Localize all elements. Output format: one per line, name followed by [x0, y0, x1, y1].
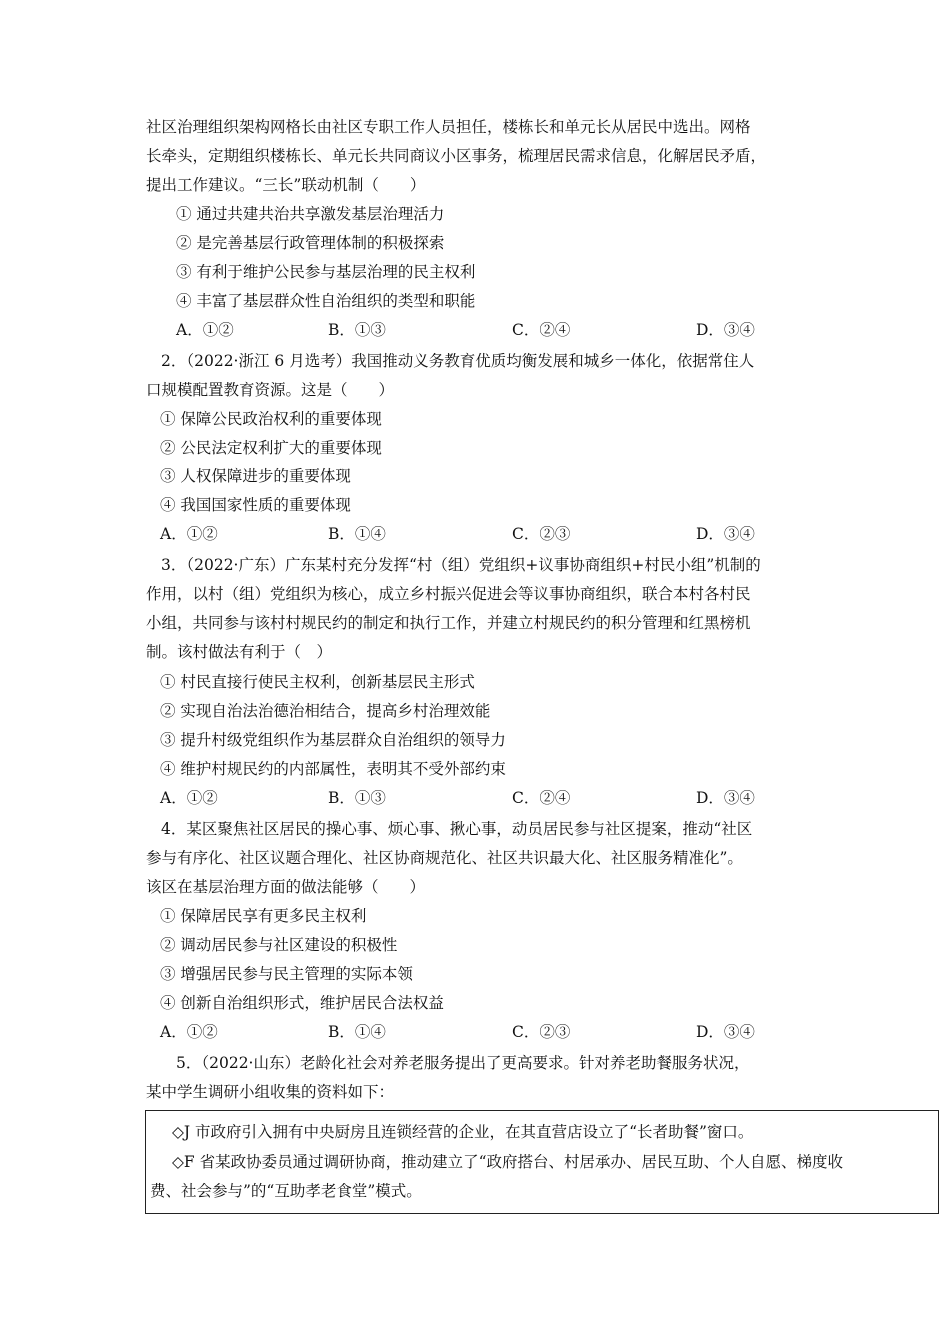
q4-answer-c: C．②③: [512, 1023, 571, 1041]
q3-option: ② 实现自治法治德治相结合，提高乡村治理效能: [160, 702, 491, 720]
q1-option: ① 通过共建共治共享激发基层治理活力: [176, 205, 445, 223]
q1-answer-d: D．③④: [696, 321, 755, 339]
q2-answer-b: B．①④: [328, 525, 386, 543]
q2-stem-line: 2．（2022·浙江 6 月选考）我国推动义务教育优质均衡发展和城乡一体化，依据常住人: [161, 352, 755, 370]
q2-stem-line: 口规模配置教育资源。这是（ ）: [146, 381, 395, 399]
q3-answer-c: C．②④: [512, 789, 571, 807]
q5-material-line: ◇F 省某政协委员通过调研协商，推动建立了“政府搭台、村居承办、居民互助、个人自愿、梯度收: [172, 1153, 844, 1171]
q4-stem-line: 参与有序化、社区议题合理化、社区协商规范化、社区共识最大化、社区服务精准化”。: [146, 849, 743, 867]
q1-option: ③ 有利于维护公民参与基层治理的民主权利: [176, 263, 476, 281]
q3-stem-line: 小组，共同参与该村村规民约的制定和执行工作，并建立村规民约的积分管理和红黑榜机: [146, 614, 751, 632]
q3-answer-b: B．①③: [328, 789, 386, 807]
q3-option: ① 村民直接行使民主权利，创新基层民主形式: [160, 673, 475, 691]
q2-option: ① 保障公民政治权利的重要体现: [160, 410, 382, 428]
q4-option: ② 调动居民参与社区建设的积极性: [160, 936, 398, 954]
q2-answer-d: D．③④: [696, 525, 755, 543]
q5-material-line: 费、社会参与”的“互助孝老食堂”模式。: [150, 1182, 422, 1200]
q3-stem-line: 3．（2022·广东）广东某村充分发挥“村（组）党组织+议事协商组织+村民小组”机制的: [161, 556, 761, 574]
q2-option: ③ 人权保障进步的重要体现: [160, 467, 351, 485]
q4-option: ④ 创新自治组织形式，维护居民合法权益: [160, 994, 444, 1012]
q5-material-line: ◇J 市政府引入拥有中央厨房且连锁经营的企业，在其直营店设立了“长者助餐”窗口。: [172, 1123, 754, 1141]
q1-answer-a: A．①②: [176, 321, 234, 339]
q3-answer-d: D．③④: [696, 789, 755, 807]
q4-option: ① 保障居民享有更多民主权利: [160, 907, 367, 925]
q1-stem-line: 提出工作建议。“三长”联动机制（ ）: [146, 176, 426, 194]
q5-stem-line: 某中学生调研小组收集的资料如下：: [146, 1083, 395, 1101]
q3-stem-line: 制。该村做法有利于（ ）: [146, 643, 333, 661]
q1-answer-c: C．②④: [512, 321, 571, 339]
q1-option: ④ 丰富了基层群众性自治组织的类型和职能: [176, 292, 476, 310]
q3-answer-a: A．①②: [160, 789, 218, 807]
q3-option: ④ 维护村规民约的内部属性，表明其不受外部约束: [160, 760, 506, 778]
q4-answer-d: D．③④: [696, 1023, 755, 1041]
q2-answer-a: A．①②: [160, 525, 218, 543]
q4-answer-a: A．①②: [160, 1023, 218, 1041]
q3-option: ③ 提升村级党组织作为基层群众自治组织的领导力: [160, 731, 506, 749]
q1-stem-line: 长牵头，定期组织楼栋长、单元长共同商议小区事务，梳理居民需求信息，化解居民矛盾，: [146, 147, 767, 165]
q4-answer-b: B．①④: [328, 1023, 386, 1041]
q4-stem-line: 4．某区聚焦社区居民的操心事、烦心事、揪心事，动员居民参与社区提案，推动“社区: [161, 820, 753, 838]
q5-material-box: [145, 1110, 939, 1214]
q3-stem-line: 作用，以村（组）党组织为核心，成立乡村振兴促进会等议事协商组织，联合本村各村民: [146, 585, 751, 603]
q2-option: ② 公民法定权利扩大的重要体现: [160, 439, 382, 457]
q1-option: ② 是完善基层行政管理体制的积极探索: [176, 234, 445, 252]
q5-stem-line: 5．（2022·山东）老龄化社会对养老服务提出了更高要求。针对养老助餐服务状况，: [176, 1054, 750, 1072]
q1-answer-b: B．①③: [328, 321, 386, 339]
q4-option: ③ 增强居民参与民主管理的实际本领: [160, 965, 413, 983]
q2-answer-c: C．②③: [512, 525, 571, 543]
q2-option: ④ 我国国家性质的重要体现: [160, 496, 351, 514]
q4-stem-line: 该区在基层治理方面的做法能够（ ）: [146, 878, 426, 896]
q1-stem-line: 社区治理组织架构网格长由社区专职工作人员担任，楼栋长和单元长从居民中选出。网格: [146, 118, 751, 136]
